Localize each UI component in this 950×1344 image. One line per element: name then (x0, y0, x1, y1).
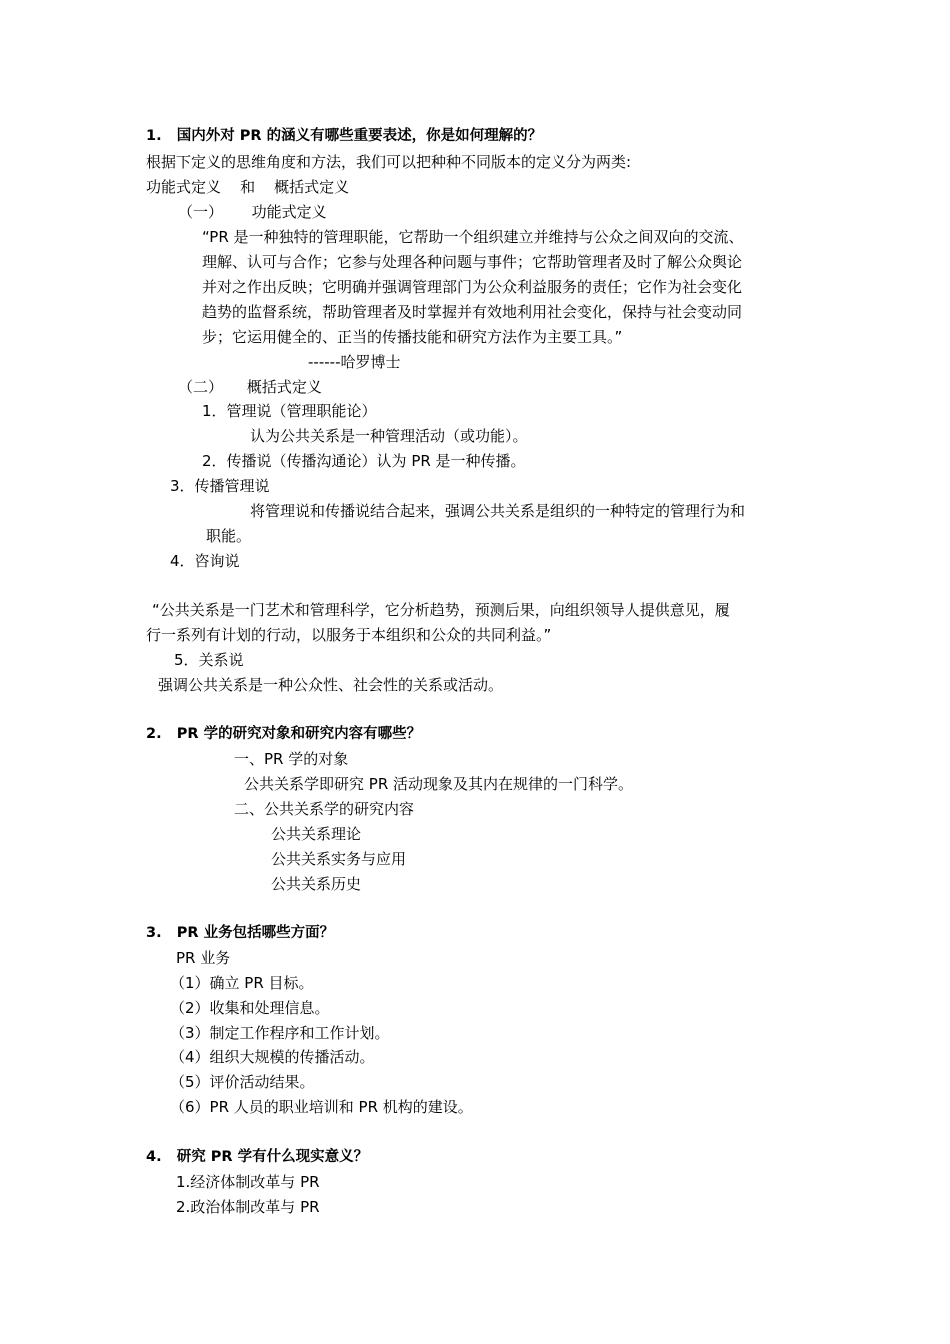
q1-item-3-desc: 职能。 (206, 527, 252, 545)
q2-part-1-desc: 公共关系学即研究 PR 活动现象及其内在规律的一门科学。 (244, 775, 634, 793)
q1-item-4-desc: 行一系列有计划的行动，以服务于本组织和公众的共同利益。” (146, 626, 552, 644)
q1-item-1: 1．管理说（管理职能论） (202, 402, 377, 420)
q1-quote-author: ------哈罗博士 (308, 353, 401, 371)
q2-content-item: 公共关系理论 (271, 825, 362, 843)
q4-list-item: 1.经济体制改革与 PR (176, 1173, 320, 1191)
q1-item-1-desc: 认为公共关系是一种管理活动（或功能）。 (250, 427, 528, 445)
q1-item-4: 4．咨询说 (170, 552, 240, 570)
q1-item-5: 5．关系说 (174, 651, 244, 669)
q3-list-item: （1）确立 PR 目标。 (170, 974, 314, 992)
q1-quote-line: 理解、认可与合作；它参与处理各种问题与事件；它帮助管理者及时了解公众舆论 (202, 253, 743, 271)
question-2-heading: 2. PR 学的研究对象和研究内容有哪些？ (146, 726, 422, 742)
question-1-heading: 1. 国内外对 PR 的涵义有哪些重要表述，你是如何理解的？ (146, 128, 543, 144)
question-3-heading: 3. PR 业务包括哪些方面？ (146, 925, 335, 941)
q3-list-item: （2）收集和处理信息。 (170, 999, 330, 1017)
q3-list-item: （4）组织大规模的传播活动。 (170, 1048, 375, 1066)
q2-content-item: 公共关系实务与应用 (271, 850, 407, 868)
q1-section-1-title: （一） 功能式定义 (178, 203, 327, 221)
q3-subtitle: PR 业务 (176, 949, 231, 967)
q3-list-item: （5）评价活动结果。 (170, 1073, 315, 1091)
question-4-heading: 4. 研究 PR 学有什么现实意义？ (146, 1149, 369, 1165)
q1-two-types: 功能式定义 和 概括式定义 (146, 178, 350, 196)
q1-quote-line: “PR 是一种独特的管理职能，它帮助一个组织建立并维持与公众之间双向的交流、 (202, 228, 744, 246)
q1-item-4-desc: “公共关系是一门艺术和管理科学，它分析趋势，预测后果，向组织领导人提供意见，履 (152, 601, 730, 619)
q1-section-2-title: （二） 概括式定义 (178, 378, 322, 396)
q1-quote-line: 并对之作出反映；它明确并强调管理部门为公众利益服务的责任；它作为社会变化 (202, 278, 743, 296)
q1-item-5-desc: 强调公共关系是一种公众性、社会性的关系或活动。 (158, 676, 504, 694)
q1-intro: 根据下定义的思维角度和方法，我们可以把种种不同版本的定义分为两类: (146, 153, 632, 171)
q1-item-3: 3．传播管理说 (170, 477, 270, 495)
q2-part-2: 二、公共关系学的研究内容 (234, 800, 415, 818)
q3-list-item: （6）PR 人员的职业培训和 PR 机构的建设。 (170, 1098, 473, 1116)
q2-content-item: 公共关系历史 (271, 875, 362, 893)
q1-item-2: 2．传播说（传播沟通论）认为 PR 是一种传播。 (202, 452, 526, 470)
q4-list-item: 2.政治体制改革与 PR (176, 1198, 320, 1216)
q1-quote-line: 趋势的监督系统，帮助管理者及时掌握并有效地利用社会变化，保持与社会变动同 (202, 303, 743, 321)
q2-part-1: 一、PR 学的对象 (234, 750, 349, 768)
q1-item-3-desc: 将管理说和传播说结合起来，强调公共关系是组织的一种特定的管理行为和 (250, 502, 746, 520)
q1-quote-line: 步；它运用健全的、正当的传播技能和研究方法作为主要工具。” (202, 328, 623, 346)
q3-list-item: （3）制定工作程序和工作计划。 (170, 1024, 390, 1042)
